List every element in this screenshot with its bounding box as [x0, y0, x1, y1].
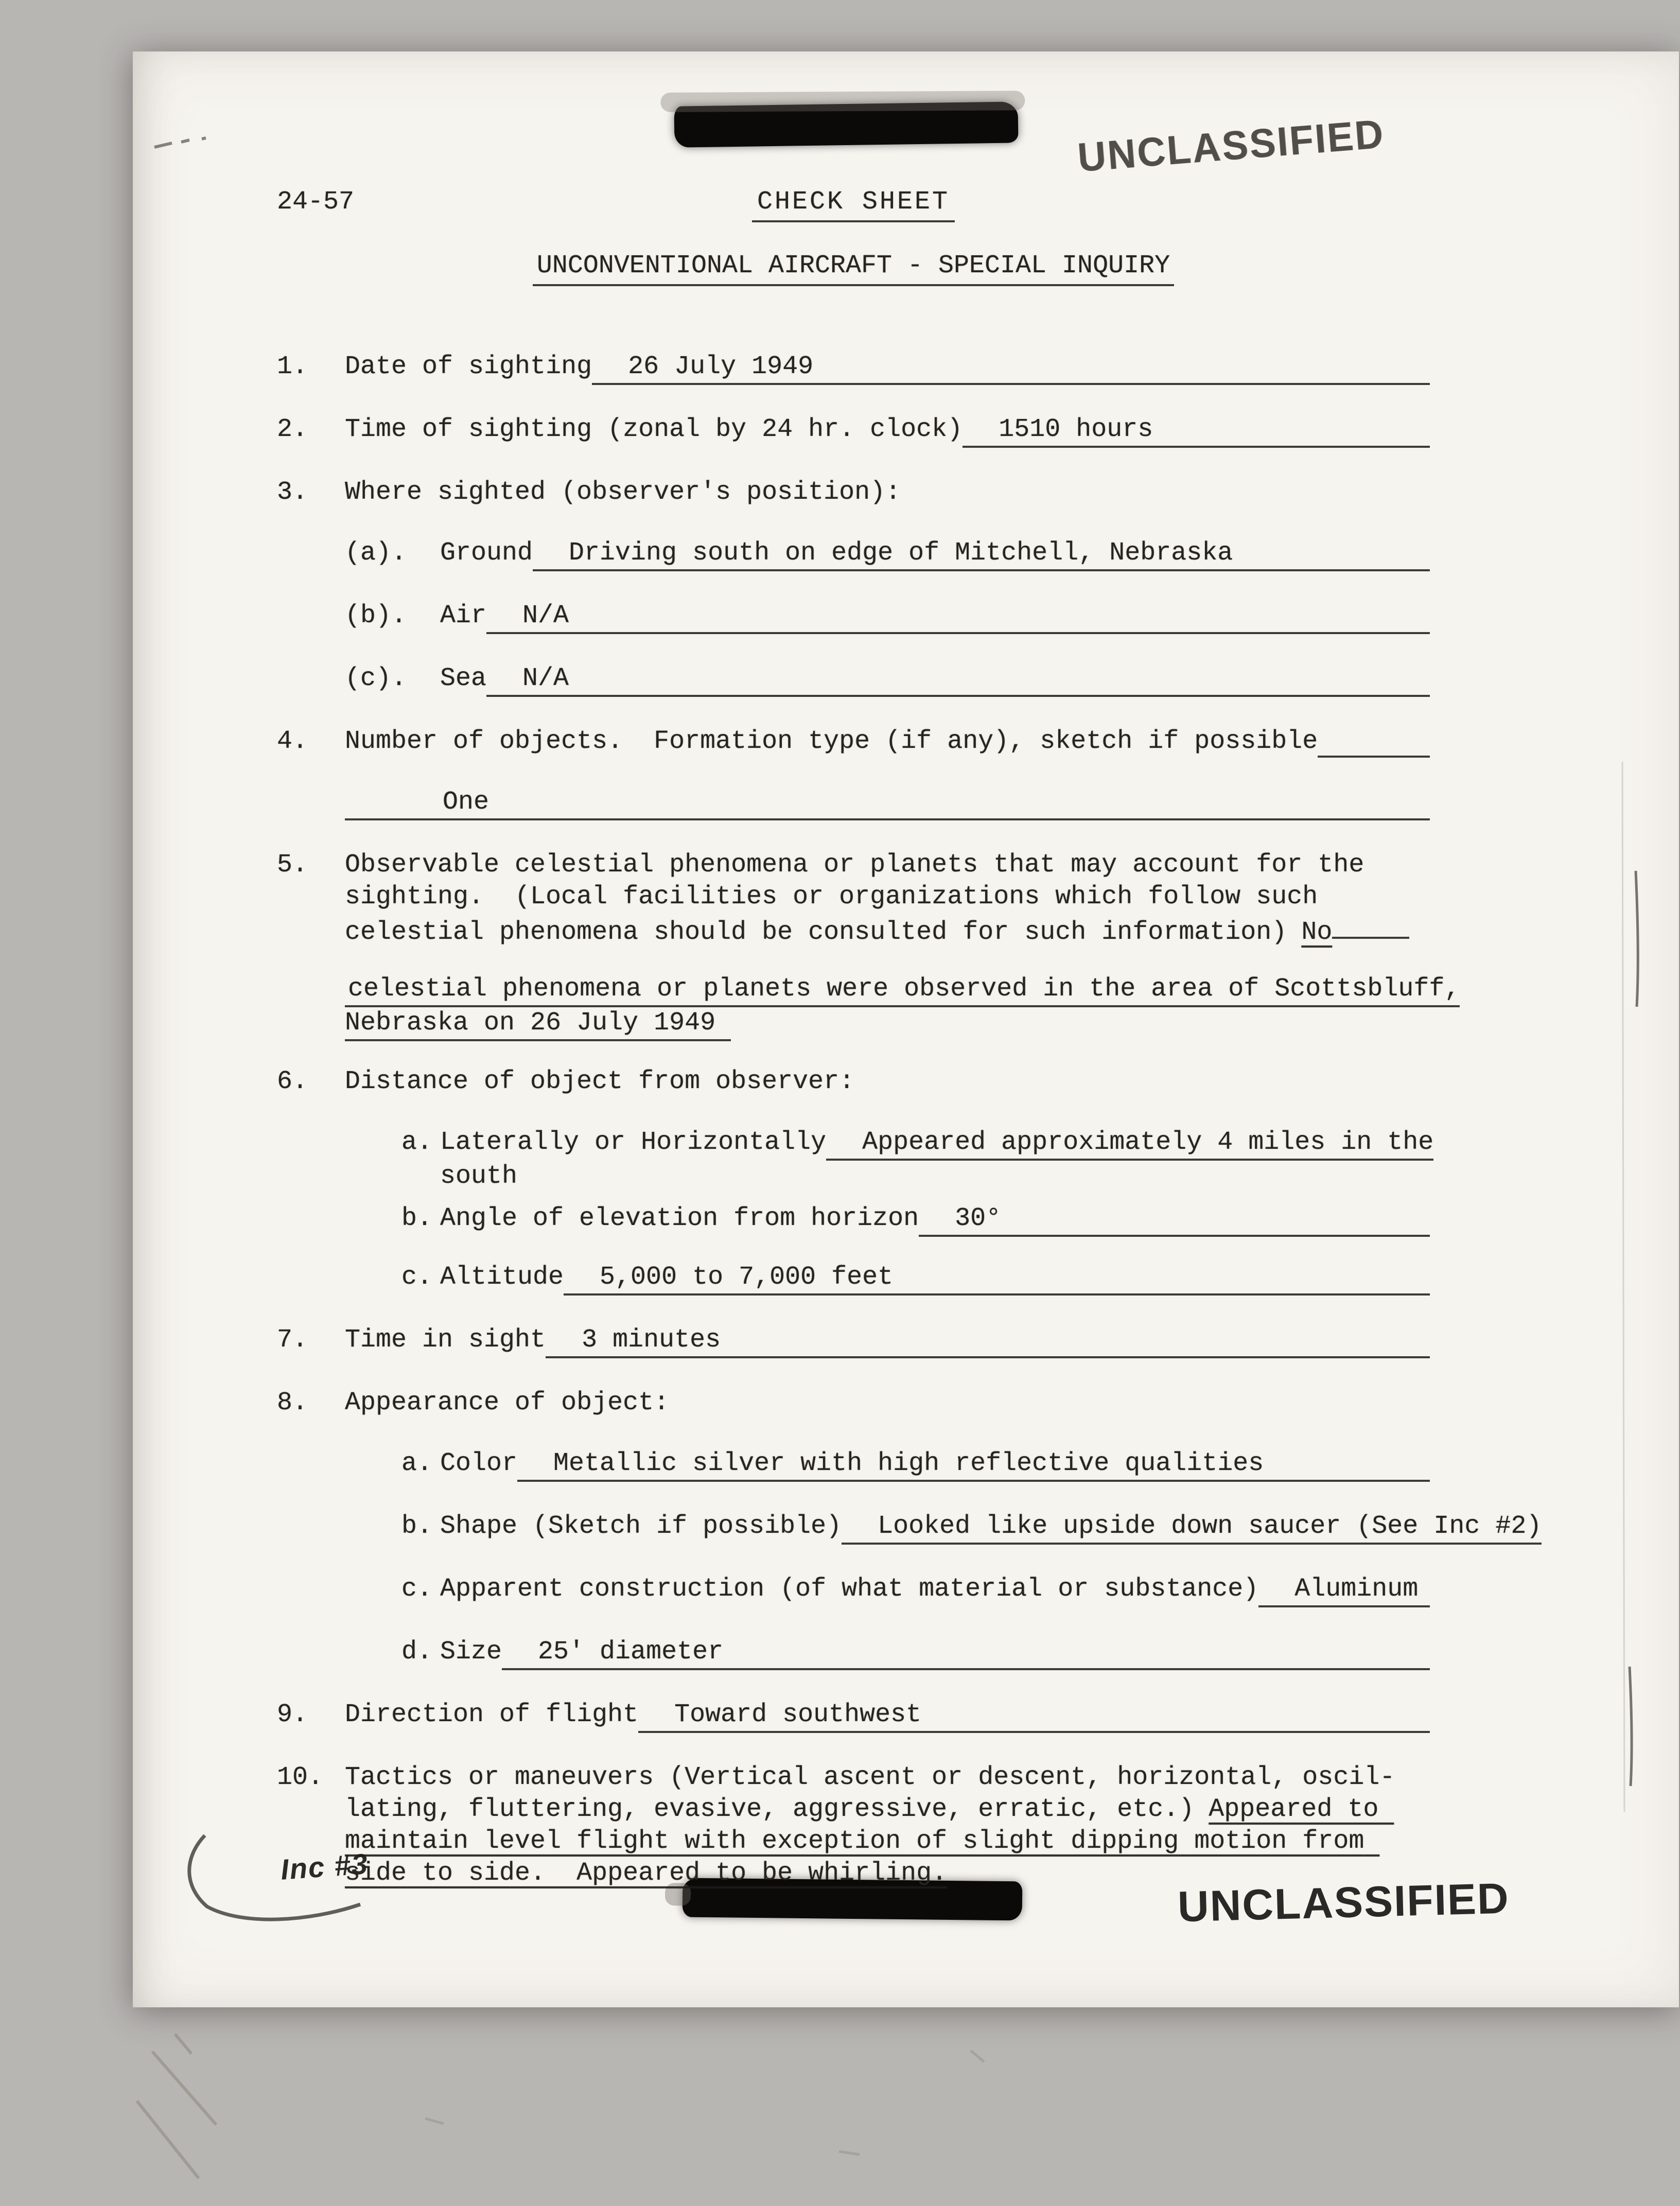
field-blank-line — [592, 351, 1430, 385]
field-label: Tactics or maneuvers (Vertical ascent or descent, horizontal, oscil-lating, fluttering, evasive, aggressive, erratic, etc.) — [345, 1763, 1395, 1824]
field-where-sea — [345, 663, 1430, 697]
field-label: Size — [440, 1637, 502, 1667]
field-celestial-phenomena-value-line3 — [277, 1007, 1430, 1041]
field-blank-line — [517, 1448, 1430, 1482]
field-blank-line — [564, 1262, 1430, 1295]
field-value: Appeared to maintain level flight with exception of slight dipping motion from side to side. Appeared to be whirling. — [345, 1795, 1394, 1888]
field-label: Color — [440, 1449, 518, 1478]
field-value: Appeared approximately 4 miles in the — [862, 1128, 1434, 1157]
field-label: Altitude — [440, 1263, 564, 1292]
field-paragraph — [345, 849, 1430, 949]
field-value: 30° — [955, 1204, 1002, 1233]
field-value: Metallic silver with high reflective qualities — [553, 1449, 1264, 1478]
field-label: Date of sighting — [345, 352, 592, 381]
field-time-of-sighting — [277, 414, 1430, 448]
field-value: Looked like upside down saucer (See Inc #2) — [878, 1512, 1542, 1541]
item-letter: (c). — [345, 664, 407, 693]
field-value: One — [443, 787, 489, 817]
field-value: N/A — [522, 601, 569, 631]
item-number: 8. — [277, 1388, 308, 1417]
field-apparent-construction — [401, 1573, 1430, 1607]
field-date-of-sighting — [277, 351, 1430, 385]
unclassified-stamp-bottom: UNCLASSIFIED — [1177, 1874, 1510, 1931]
field-label: Air — [440, 601, 487, 631]
document-number: 24-57 — [277, 187, 355, 217]
item-number: 1. — [277, 352, 308, 381]
pencil-specks-bottom — [425, 2051, 984, 2155]
field-label: Where sighted (observer's position): — [345, 478, 901, 507]
field-value: No — [1301, 918, 1333, 947]
field-value: Driving south on edge of Mitchell, Nebraska — [569, 538, 1233, 568]
unclassified-stamp-top: UNCLASSIFIED — [1076, 111, 1387, 181]
field-tactics-or-maneuvers — [277, 1762, 1430, 1889]
blank-line — [1332, 913, 1409, 939]
field-blank-line — [345, 973, 1460, 1007]
field-blank-line — [962, 414, 1430, 448]
field-value: south — [440, 1162, 518, 1191]
field-size — [401, 1636, 1430, 1670]
item-letter: d. — [401, 1637, 433, 1667]
field-value: 25' diameter — [538, 1637, 724, 1667]
field-angle-of-elevation — [401, 1203, 1430, 1237]
handwritten-inclosure-note: Inc #3 — [279, 1847, 370, 1886]
field-blank-line — [486, 600, 1430, 634]
field-value: Nebraska on 26 July 1949 — [345, 1007, 731, 1041]
field-paragraph — [345, 1762, 1430, 1889]
item-letter: c. — [401, 1263, 433, 1292]
item-number: 5. — [277, 850, 308, 880]
field-color — [401, 1448, 1430, 1482]
document-header — [277, 186, 1430, 222]
field-blank-line — [826, 1127, 1433, 1161]
item-letter: (b). — [345, 601, 407, 631]
field-celestial-phenomena-value-line2 — [277, 973, 1460, 1007]
field-blank-line — [1258, 1573, 1430, 1607]
document-subtitle: UNCONVENTIONAL AIRCRAFT - SPECIAL INQUIRY — [533, 250, 1174, 286]
item-number: 7. — [277, 1325, 308, 1355]
field-value: 3 minutes — [582, 1325, 721, 1355]
item-number: 10. — [277, 1763, 324, 1792]
field-label: Appearance of object: — [345, 1388, 670, 1417]
field-label: Apparent construction (of what material or substance) — [440, 1574, 1259, 1604]
item-letter: (a). — [345, 538, 407, 568]
field-altitude — [401, 1262, 1430, 1295]
item-letter: b. — [401, 1512, 433, 1541]
field-value: 26 July 1949 — [628, 352, 814, 381]
field-label: Sea — [440, 664, 487, 693]
item-number: 2. — [277, 415, 308, 444]
item-number: 9. — [277, 1700, 308, 1729]
field-blank-line — [533, 537, 1430, 571]
indent-spacer — [277, 1007, 345, 1041]
field-label: Angle of elevation from horizon — [440, 1204, 919, 1233]
field-label: Distance of object from observer: — [345, 1067, 855, 1096]
field-time-in-sight — [277, 1324, 1430, 1358]
field-blank-line — [842, 1511, 1542, 1545]
redaction-bar-top — [674, 101, 1018, 147]
field-blank-line — [502, 1636, 1430, 1670]
field-blank-line — [919, 1203, 1430, 1237]
field-blank-line — [638, 1699, 1430, 1733]
field-label: Laterally or Horizontally — [440, 1128, 827, 1157]
field-celestial-phenomena — [277, 849, 1430, 949]
indent-spacer — [277, 1161, 440, 1193]
indent-spacer — [277, 973, 345, 1007]
field-label: Direction of flight — [345, 1700, 639, 1729]
field-value: N/A — [522, 664, 569, 693]
item-letter: a. — [401, 1128, 433, 1157]
field-blank-line — [1318, 726, 1430, 758]
field-label: Time of sighting (zonal by 24 hr. clock) — [345, 415, 963, 444]
item-number: 4. — [277, 727, 308, 756]
field-distance-lateral-line2 — [277, 1161, 1430, 1193]
pencil-hatch-bottom-left — [137, 2034, 216, 2178]
field-where-air — [345, 600, 1430, 634]
indent-spacer — [277, 786, 345, 820]
item-number: 6. — [277, 1067, 308, 1096]
field-label: Number of objects. Formation type (if any), sketch if possible — [345, 727, 1318, 756]
field-distance-lateral — [401, 1127, 1434, 1161]
field-blank-line — [486, 663, 1430, 697]
field-distance-of-object — [277, 1066, 1430, 1098]
field-where-ground — [345, 537, 1430, 571]
field-label: Shape (Sketch if possible) — [440, 1512, 842, 1541]
field-value: 1510 hours — [999, 415, 1153, 444]
field-where-sighted — [277, 477, 1430, 509]
document-page — [133, 51, 1679, 2007]
field-blank-line — [546, 1324, 1430, 1358]
field-label: Ground — [440, 538, 533, 568]
field-shape — [401, 1511, 1542, 1545]
field-blank-line — [345, 786, 1430, 820]
field-value: Aluminum — [1294, 1574, 1419, 1604]
item-letter: c. — [401, 1574, 433, 1604]
item-number: 3. — [277, 478, 308, 507]
field-number-of-objects — [277, 726, 1430, 758]
document-title: CHECK SHEET — [752, 186, 955, 222]
field-number-of-objects-value — [277, 786, 1430, 820]
item-letter: b. — [401, 1204, 433, 1233]
field-appearance-of-object — [277, 1387, 1430, 1419]
document-subtitle-line — [277, 250, 1430, 286]
field-value: 5,000 to 7,000 feet — [600, 1263, 894, 1292]
field-label: Observable celestial phenomena or planets that may account for the sighting. (Local facilities or organizations which follow such celestial phenomena should be consulted for such information) — [345, 850, 1380, 947]
field-label: Time in sight — [345, 1325, 546, 1355]
field-direction-of-flight — [277, 1699, 1430, 1733]
form-content — [277, 186, 1542, 1918]
field-value: celestial phenomena or planets were observed in the area of Scottsbluff, — [348, 974, 1460, 1004]
item-letter: a. — [401, 1449, 433, 1478]
field-value: Toward southwest — [674, 1700, 922, 1729]
